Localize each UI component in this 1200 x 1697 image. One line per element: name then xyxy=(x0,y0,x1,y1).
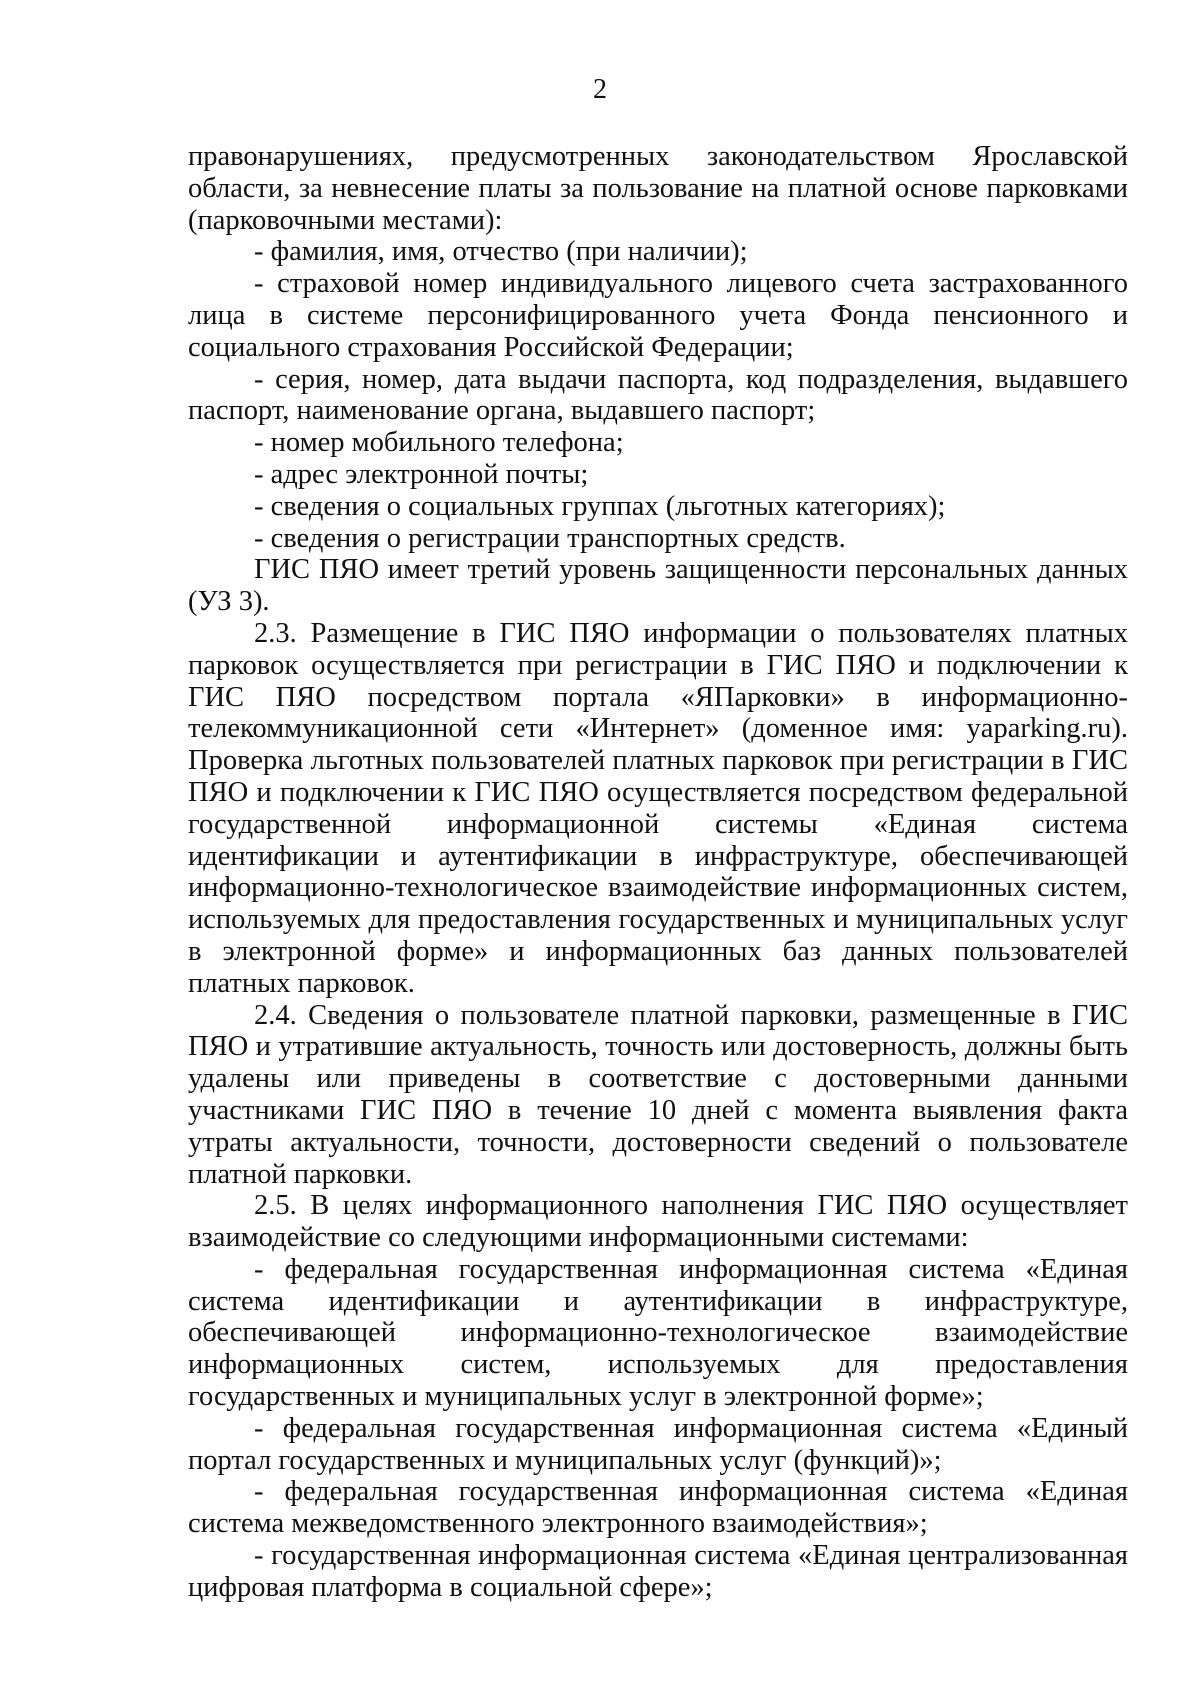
list-item-full-name: - фамилия, имя, отчество (при наличии); xyxy=(254,236,748,268)
paragraph-2-3: 2.3. Размещение в ГИС ПЯО информации о пользователях платных парковок осуществляется при регистрации в ГИС ПЯО и подключении к ГИС ПЯО посредством портала «ЯПарковки» в информационно-телекоммуникационной сети «Интернет» (доменное имя: yaparking.ru). Проверка льготных пользователей платных парковок при регистрации в ГИС ПЯО и подключении к ГИС ПЯО осуществляется посредством федеральной государственной информационной системы «Единая система идентификации и аутентификации в инфраструктуре, обеспечивающей информационно-технологическое взаимодействие информационных систем, используемых для предоставления государственных и муниципальных услуг в электронной форме» и информационных баз данных пользователей платных парковок. xyxy=(188,617,1128,999)
paragraph-2-5: 2.5. В целях информационного наполнения ГИС ПЯО осуществляет взаимодействие со следующими информационными системами: xyxy=(188,1190,1128,1254)
list-item-phone: - номер мобильного телефона; xyxy=(254,427,624,459)
list-item-snils: - страховой номер индивидуального лицевого счета застрахованного лица в системе персонифицированного учета Фонда пенсионного и социального страхования Российской Федерации; xyxy=(188,268,1128,363)
list-item-email: - адрес электронной почты; xyxy=(254,458,589,490)
paragraph-security-level: ГИС ПЯО имеет третий уровень защищенности персональных данных (УЗ 3). xyxy=(188,554,1128,618)
list-item-vehicle-registration: - сведения о регистрации транспортных средств. xyxy=(254,522,846,554)
list-item-social-platform: - государственная информационная система «Единая централизованная цифровая платформа в социальной сфере»; xyxy=(188,1540,1128,1603)
list-item-epgu: - федеральная государственная информационная система «Единый портал государственных и муниципальных услуг (функций)»; xyxy=(188,1412,1128,1476)
list-item-passport: - серия, номер, дата выдачи паспорта, код подразделения, выдавшего паспорт, наименование органа, выдавшего паспорт; xyxy=(188,363,1128,427)
document-body xyxy=(188,141,1128,1604)
list-item-esia: - федеральная государственная информационная система «Единая система идентификации и аутентификации в инфраструктуре, обеспечивающей информационно-технологическое взаимодействие информационных систем, используемых для предоставления государственных и муниципальных услуг в электронной форме»; xyxy=(188,1253,1128,1413)
list-item-social-groups: - сведения о социальных группах (льготных категориях); xyxy=(254,490,946,522)
paragraph-2-4: 2.4. Сведения о пользователе платной парковки, размещенные в ГИС ПЯО и утратившие актуальность, точность или достоверность, должны быть удалены или приведены в соответствие с достоверными данными участниками ГИС ПЯО в течение 10 дней с момента выявления факта утраты актуальности, точности, достоверности сведений о пользователе платной парковки. xyxy=(188,999,1128,1190)
list-item-smev: - федеральная государственная информационная система «Единая система межведомственного электронного взаимодействия»; xyxy=(188,1476,1128,1540)
paragraph-continuation: правонарушениях, предусмотренных законодательством Ярославской области, за невнесение платы за пользование на платной основе парковками (парковочными местами): xyxy=(188,141,1128,236)
page-number: 2 xyxy=(593,74,607,105)
